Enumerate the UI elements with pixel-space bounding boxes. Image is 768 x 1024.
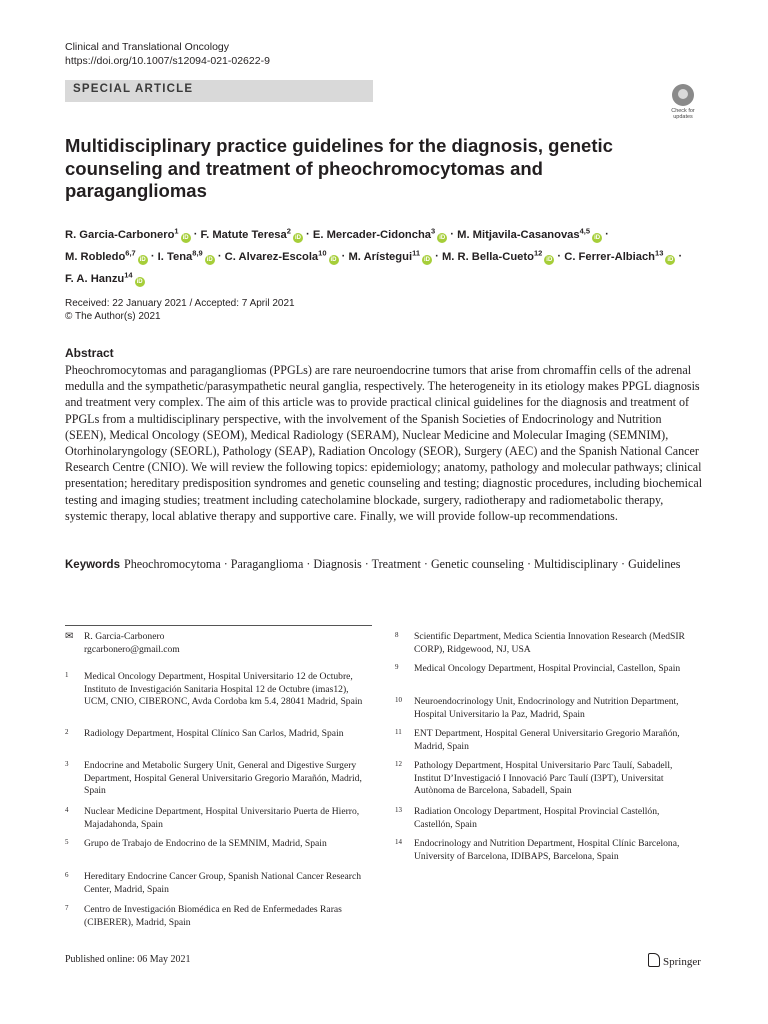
correspondence-email[interactable]: rgcarbonero@gmail.com <box>84 643 180 655</box>
abstract-heading: Abstract <box>65 346 114 360</box>
article-type-label: SPECIAL ARTICLE <box>73 83 194 95</box>
springer-horse-icon <box>648 953 660 967</box>
affiliation: 3 Endocrine and Metabolic Surgery Unit, General and Digestive Surgery Department, Hospital General Universitario Gregorio Marañón, Madrid, Spain <box>65 760 362 797</box>
check-updates-label: Check for updates <box>671 108 695 120</box>
author[interactable]: C. Ferrer-Albiach$^{13}$iD <box>564 248 674 263</box>
abstract-text: Pheochromocytomas and paragangliomas (PPGLs) are rare neuroendocrine tumors that arise from chromaffin cells of the adrenal medulla and the sympathetic/parasympathetic neural ganglia, respectively. The heterogeneity in its etiology makes PPGL diagnosis and treatment very complex. The aim of this article was to provide practical clinical guidelines for the diagnosis and treatment of PPGLs from a multidisciplinary perspective, with the involvement of the Spanish Societies of Endocrinology and Nutrition (SEEN), Medical Oncology (SEOM), Medical Radiology (SERAM), Nuclear Medicine and Molecular Imaging (SEMNIM), Otorhinolaryngology (SEORL), Pathology (SEAP), Radiation Oncology (SEOR), Surgery (AEC) and the Spanish National Cancer Research Centre (CNIO). We will review the following topics: epidemiology; anatomy, pathology and molecular pathways; clinical presentation; hereditary predisposition syndromes and genetic counseling and testing; diagnostic procedures, including biochemical testing and imaging studies; treatment including catecholamine blockade, surgery, radiotherapy and radiometabolic therapy, systemic therapy, local ablative therapy and supportive care. Finally, we will provide follow-up recommendations. <box>65 363 703 523</box>
orcid-icon[interactable]: iD <box>182 234 189 241</box>
affiliation: 5 Grupo de Trabajo de Endocrino de la SEMNIM, Madrid, Spain <box>65 838 327 849</box>
author[interactable]: E. Mercader-Cidoncha$^3$iD <box>312 226 446 241</box>
affiliation: 8 Scientific Department, Medica Scientia Innovation Research (MedSIR CORP), Ridgewood, NJ, USA <box>395 631 685 655</box>
affiliation: 14 Endocrinology and Nutrition Department, Hospital Clínic Barcelona, University of Barcelona, IDIBAPS, Barcelona, Spain <box>395 838 680 862</box>
author[interactable]: R. Garcia-Carbonero$^1$iD <box>65 226 189 241</box>
orcid-icon[interactable]: iD <box>294 234 301 241</box>
article-type-banner <box>65 80 373 102</box>
orcid-icon[interactable]: iD <box>330 256 337 263</box>
orcid-icon[interactable]: iD <box>206 256 213 263</box>
doi-link[interactable]: https://doi.org/10.1007/s12094-021-02622-9 <box>65 55 270 67</box>
author[interactable]: F. Matute Teresa$^2$iD <box>200 226 301 241</box>
check-updates-icon <box>672 84 694 106</box>
keywords <box>65 556 703 573</box>
correspondence-name: R. Garcia-Carbonero <box>84 631 165 642</box>
envelope-icon: ✉ <box>65 631 74 642</box>
orcid-icon[interactable]: iD <box>136 279 143 286</box>
received-accepted: Received: 22 January 2021 / Accepted: 7 April 2021 <box>65 298 295 309</box>
affiliation: 12 Pathology Department, Hospital Universitario Parc Taulí, Sabadell, Institut D’Investigació I Innovació Parc Taulí (I3PT), Universitat Autònoma de Barcelona, Sabadell, Spain <box>395 760 673 797</box>
author[interactable]: M. Robledo$^{6,7}$iD <box>65 248 146 263</box>
author[interactable]: I. Tena$^{8,9}$iD <box>157 248 213 263</box>
journal-name: Clinical and Translational Oncology <box>65 41 230 53</box>
article-dates <box>65 297 295 323</box>
journal-header <box>65 40 270 68</box>
orcid-icon[interactable]: iD <box>667 256 674 263</box>
orcid-icon[interactable]: iD <box>439 234 446 241</box>
affiliation: 4 Nuclear Medicine Department, Hospital Universitario Puerta de Hierro, Majadahonda, Spain <box>65 806 360 830</box>
publisher-name: Springer <box>663 956 701 968</box>
affiliation: 9 Medical Oncology Department, Hospital Provincial, Castellon, Spain <box>395 663 681 674</box>
affiliation: 6 Hereditary Endocrine Cancer Group, Spanish National Cancer Research Center, Madrid, Spain <box>65 871 362 895</box>
author[interactable]: M. Mitjavila-Casanovas$^{4,5}$iD <box>457 226 601 241</box>
author[interactable]: M. R. Bella-Cueto$^{12}$iD <box>441 248 553 263</box>
affiliation: 11 ENT Department, Hospital General Universitario Gregorio Marañón, Madrid, Spain <box>395 728 680 752</box>
author[interactable]: C. Alvarez-Escola$^{10}$iD <box>224 248 337 263</box>
orcid-icon[interactable]: iD <box>424 256 430 263</box>
affiliation: 2 Radiology Department, Hospital Clínico San Carlos, Madrid, Spain <box>65 728 344 739</box>
affiliation: 10 Neuroendocrinology Unit, Endocrinology and Nutrition Department, Hospital Universitario la Paz, Madrid, Spain <box>395 696 679 720</box>
keywords-text: Pheochromocytoma · Paraganglioma · Diagnosis · Treatment · Genetic counseling · Multidisciplinary · Guidelines <box>123 557 681 571</box>
published-online: Published online: 06 May 2021 <box>65 954 191 965</box>
affiliation: 1 Medical Oncology Department, Hospital Universitario 12 de Octubre, Instituto de Investigación Sanitaria Hospital 12 de Octubre (imas12), UCM, CNIO, CIBERONC, Avda Cordoba km 5.4, 28041 Madrid, Spain <box>65 671 363 708</box>
author[interactable]: M. Arístegui$^{11}$iD <box>348 248 430 263</box>
check-for-updates-badge[interactable] <box>666 84 700 124</box>
author-list: R. Garcia-Carbonero$^1$iD · F. Matute Teresa$^2$iD · E. Mercader-Cidoncha$^3$iD · M. Mitjavila-Casanovas$^{4,5}$iD · M. Robledo$^{6,7}$iD · I. Tena$^{8,9}$iD · C. Alvarez-Escola$^{10}$iD · M. Arístegui$^{11}$iD · M. R. Bella-Cueto$^{12}$iD · C. Ferrer-Albiach$^{13}$iD · F. A. Hanzu$^{14}$iD <box>65 226 683 286</box>
author[interactable]: F. A. Hanzu$^{14}$iD <box>65 270 143 286</box>
affiliation: 13 Radiation Oncology Department, Hospital Provincial Castellón, Castellón, Spain <box>395 806 660 830</box>
copyright: © The Author(s) 2021 <box>65 311 161 322</box>
correspondence <box>65 631 365 656</box>
footnote-divider <box>65 625 372 626</box>
publisher-logo <box>648 953 701 968</box>
orcid-icon[interactable]: iD <box>139 256 146 263</box>
orcid-icon[interactable]: iD <box>546 256 553 263</box>
orcid-icon[interactable]: iD <box>594 234 601 241</box>
article-title: Multidisciplinary practice guidelines for the diagnosis, genetic counseling and treatment of pheochromocytomas and paragangliomas <box>65 135 613 201</box>
affiliation: 7 Centro de Investigación Biomédica en Red de Enfermedades Raras (CIBERER), Madrid, Spain <box>65 904 342 928</box>
keywords-label: Keywords <box>65 559 120 571</box>
